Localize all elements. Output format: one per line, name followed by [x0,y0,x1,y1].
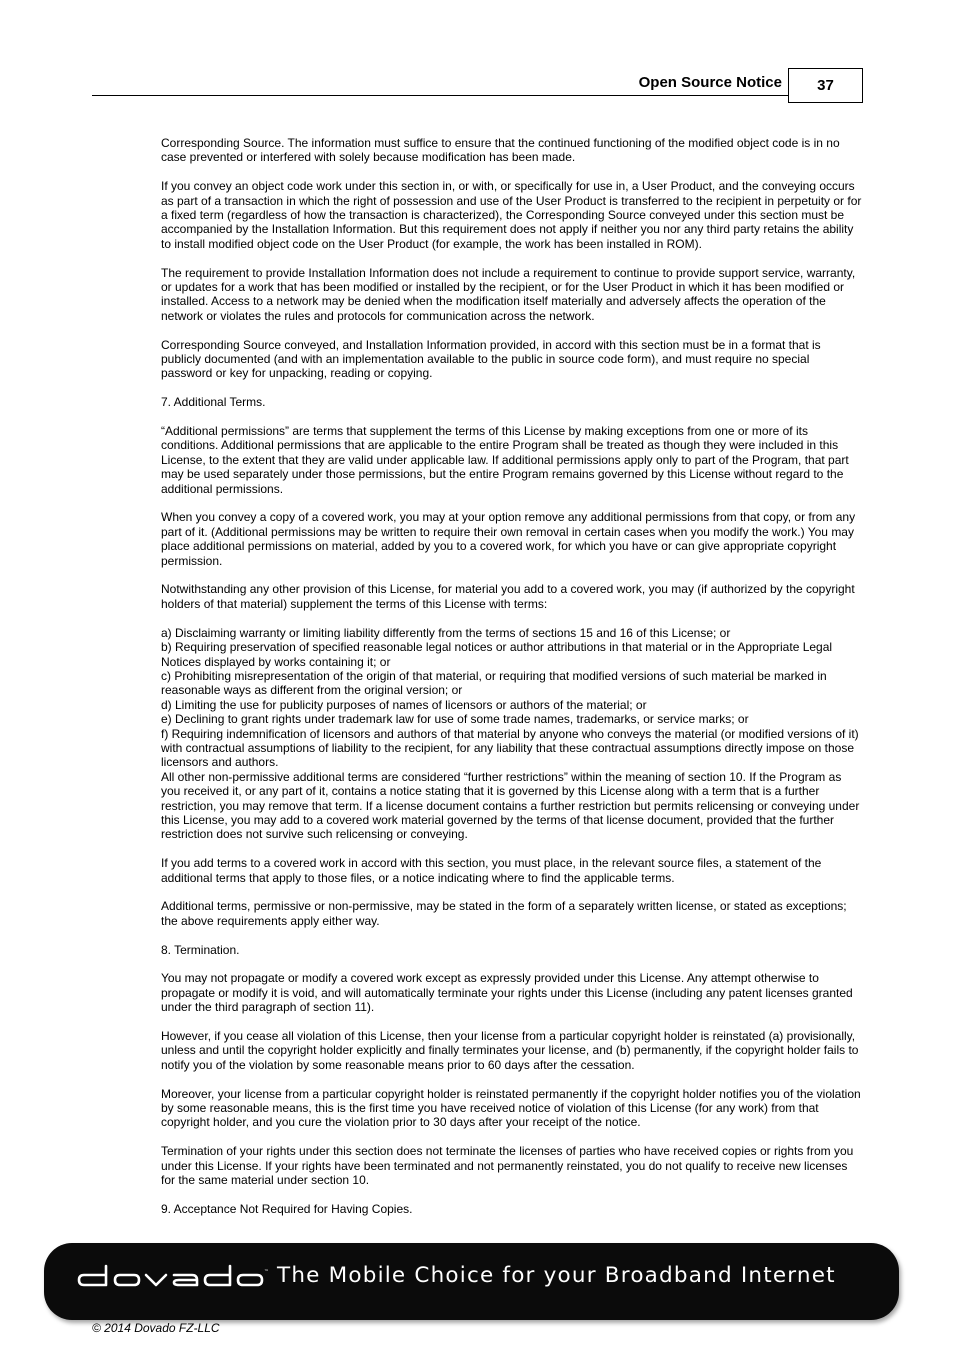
paragraph: You may not propagate or modify a covered work except as expressly provided under this License. Any attempt otherwise to propagate or modify it is void, and will automatically terminate your rights under this License (including any patent licenses granted under the third paragraph of section 11). [161,971,853,1015]
list-item: c) Prohibiting misrepresentation of the origin of that material, or requiring that modified versions of such material be marked in reasonable ways as different from the original version; or [161,668,827,698]
list-item: b) Requiring preservation of specified reasonable legal notices or author attributions in that material or in the Appropriate Legal Notices displayed by works containing it; or [161,640,833,669]
svg-text:™: ™ [264,1269,269,1275]
paragraph: Notwithstanding any other provision of this License, for material you add to a covered work, you may (if authorized by the copyright holders of that material) supplement the terms of this License with terms: [161,582,855,611]
paragraph: All other non-permissive additional terms are considered “further restrictions” within the meaning of section 10. If the Program as you received it, or any part of it, contains a notice stating that it is governed by this License along with a term that is a further restriction, you may remove that term. If a license document contains a further restriction but permits relicensing or conveying under this License, you may add to a covered work material governed by the terms of that license document, provided that the further restriction does not survive such relicensing or conveying. [161,769,860,842]
header-rule [92,95,788,96]
section-heading: 9. Acceptance Not Required for Having Copies. [161,1201,413,1216]
list-item: e) Declining to grant rights under trademark law for use of some trade names, trademarks, or service marks; or [161,712,749,727]
list-item: a) Disclaiming warranty or limiting liability differently from the terms of sections 15 and 16 of this License; or [161,625,731,640]
paragraph: Additional terms, permissive or non-permissive, may be stated in the form of a separately written license, or stated as exceptions; the above requirements apply either way. [161,899,847,928]
section-heading: 8. Termination. [161,942,240,957]
paragraph: However, if you cease all violation of this License, then your license from a particular copyright holder is reinstated (a) provisionally, unless and until the copyright holder explicitly and finally terminates your license, and (b) permanently, if the copyright holder fails to notify you of the violation by some reasonable means prior to 60 days after the cessation. [161,1028,859,1072]
header-title: Open Source Notice [638,74,782,91]
paragraph: The requirement to provide Installation Information does not include a requirement to continue to provide support service, warranty, or updates for a work that has been modified or installed by the recipient, or for the User Product in which it has been modified or installed. Access to a network may be denied when the modification itself materially and adversely affects the operation of the network or violates the rules and protocols for communication across the network. [161,265,856,323]
paragraph: Moreover, your license from a particular copyright holder is reinstated permanently if the copyright holder notifies you of the violation by some reasonable means, this is the first time you have received notice of violation of this License (for any work) from that copyright holder, and you cure the violation prior to 30 days after your receipt of the notice. [161,1086,861,1130]
list-item: f) Requiring indemnification of licensors and authors of that material by anyone who conveys the material (or modified versions of it) with contractual assumptions of liability to the recipient, for any liability that these contractual assumptions directly impose on those licensors and authors. [161,726,859,770]
paragraph: Corresponding Source conveyed, and Installation Information provided, in accord with this section must be in a format that is publicly documented (and with an implementation available to the public in source code form), and must require no special password or key for unpacking, reading or copying. [161,337,821,381]
copyright-footer: © 2014 Dovado FZ-LLC [92,1321,220,1335]
section-heading: 7. Additional Terms. [161,395,266,410]
footer-banner [44,1243,899,1320]
paragraph: Termination of your rights under this section does not terminate the licenses of parties who have received copies or rights from you under this License. If your rights have been terminated and not permanently reinstated, you do not qualify to receive new licenses for the same material under section 10. [161,1144,854,1188]
list-item: d) Limiting the use for publicity purposes of names of licensors or authors of the material; or [161,697,647,712]
page-number: 37 [788,68,863,103]
paragraph: If you convey an object code work under this section in, or with, or specifically for use in, a User Product, and the conveying occurs as part of a transaction in which the right of possession and use of the User Product is transferred to the recipient in perpetuity or for a fixed term (regardless of how the transaction is characterized), the Corresponding Source conveyed under this section must be accompanied by the Installation Information. But this requirement does not apply if neither you nor any third party retains the ability to install modified object code on the User Product (for example, the work has been installed in ROM). [161,179,862,251]
paragraph: “Additional permissions” are terms that supplement the terms of this License by making exceptions from one or more of its conditions. Additional permissions that are applicable to the entire Program shall be treated as though they were included in this License, to the extent that they are valid under applicable law. If additional permissions apply only to part of the Program, that part may be used separately under those permissions, but the entire Program remains governed by this License without regard to the additional permissions. [161,424,849,496]
license-body [161,136,863,1231]
banner-tagline: The Mobile Choice for your Broadband Internet [277,1263,836,1288]
paragraph: If you add terms to a covered work in accord with this section, you must place, in the relevant source files, a statement of the additional terms that apply to those files, or a notice indicating where to find the applicable terms. [161,856,822,885]
dovado-logo-icon [76,1263,276,1289]
paragraph: When you convey a copy of a covered work, you may at your option remove any additional permissions from that copy, or from any part of it. (Additional permissions may be written to require their own removal in certain cases when you modify the work.) You may place additional permissions on material, added by you to a covered work, for which you have or can give appropriate copyright permission. [161,510,856,568]
paragraph: Corresponding Source. The information must suffice to ensure that the continued functioning of the modified object code is in no case prevented or interfered with solely because modification has been made. [161,136,840,165]
